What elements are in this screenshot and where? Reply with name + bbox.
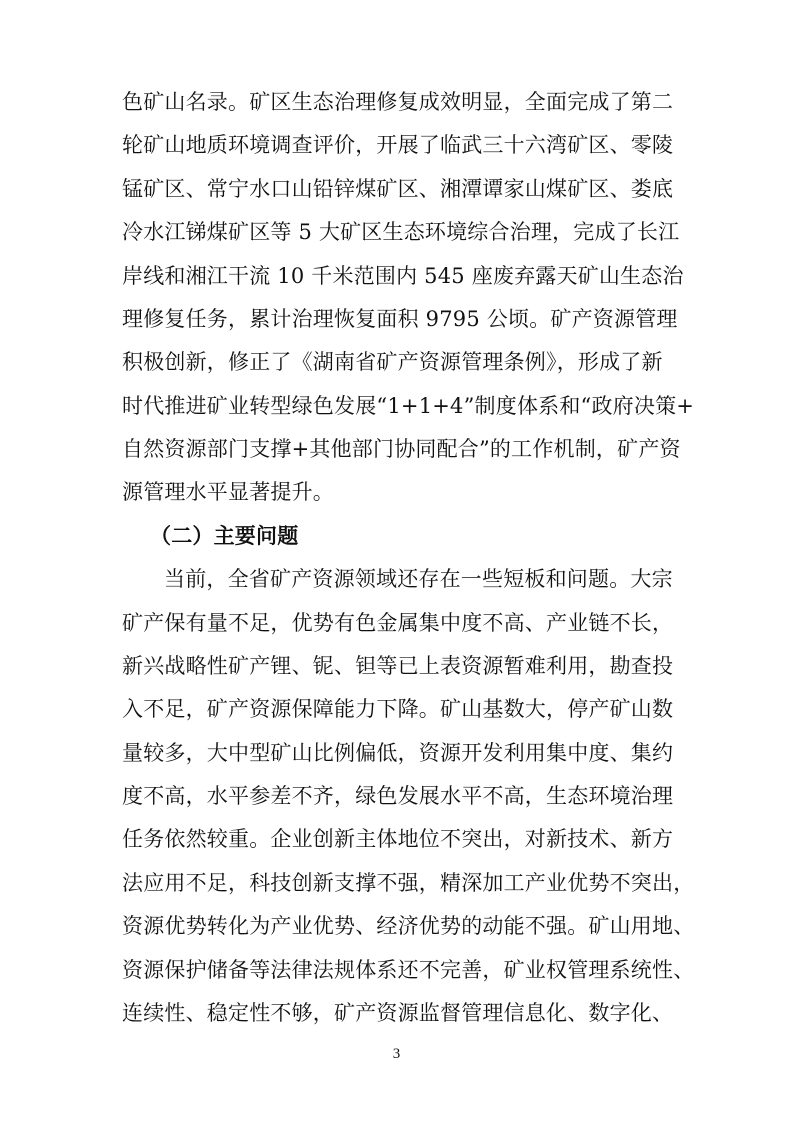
text-line: 自然资源部门支撑+其他部门协同配合”的工作机制，矿产资 [122,437,681,462]
text-line: 源管理水平显著提升。 [122,480,334,505]
text-line: 法应用不足，科技创新支撑不强，精深加工产业优势不突出， [122,870,695,895]
text-line: 资源保护储备等法律法规体系还不完善，矿业权管理系统性、 [122,957,695,982]
text-line: 时代推进矿业转型绿色发展“1+1+4”制度体系和“政府决策+ [122,393,695,418]
text-line: 资源优势转化为产业优势、经济优势的动能不强。矿山用地、 [122,914,695,939]
text-line: 入不足，矿产资源保障能力下降。矿山基数大，停产矿山数 [122,697,674,722]
text-line: 度不高，水平参差不齐，绿色发展水平不高，生态环境治理 [122,784,674,809]
text-line: 锰矿区、常宁水口山铅锌煤矿区、湘潭谭家山煤矿区、娄底 [122,176,674,201]
text-line: 色矿山名录。矿区生态治理修复成效明显，全面完成了第二 [122,90,674,114]
text-line: 岸线和湘江干流 10 千米范围内 545 座废弃露天矿山生态治 [122,263,684,288]
text-line: 新兴战略性矿产锂、铌、钽等已上表资源暂难利用，勘查投 [122,653,674,678]
text-line: 矿产保有量不足，优势有色金属集中度不高、产业链不长， [122,610,674,635]
text-line: 轮矿山地质环境调查评价，开展了临武三十六湾矿区、零陵 [122,133,674,158]
page-number: 3 [392,1046,401,1062]
text-line: 理修复任务，累计治理恢复面积 9795 公顷。矿产资源管理 [122,306,678,331]
section-heading: （二）主要问题 [150,522,299,548]
text-line: 积极创新，修正了《湖南省矿产资源管理条例》，形成了新 [122,350,663,375]
text-line: 当前，全省矿产资源领域还存在一些短板和问题。大宗 [164,567,673,592]
text-line: 冷水江锑煤矿区等 5 大矿区生态环境综合治理，完成了长江 [122,220,680,245]
text-line: 任务依然较重。企业创新主体地位不突出，对新技术、新方 [122,827,674,852]
text-line: 量较多，大中型矿山比例偏低，资源开发利用集中度、集约 [122,740,674,765]
text-line: 连续性、稳定性不够，矿产资源监督管理信息化、数字化、 [122,1001,674,1025]
